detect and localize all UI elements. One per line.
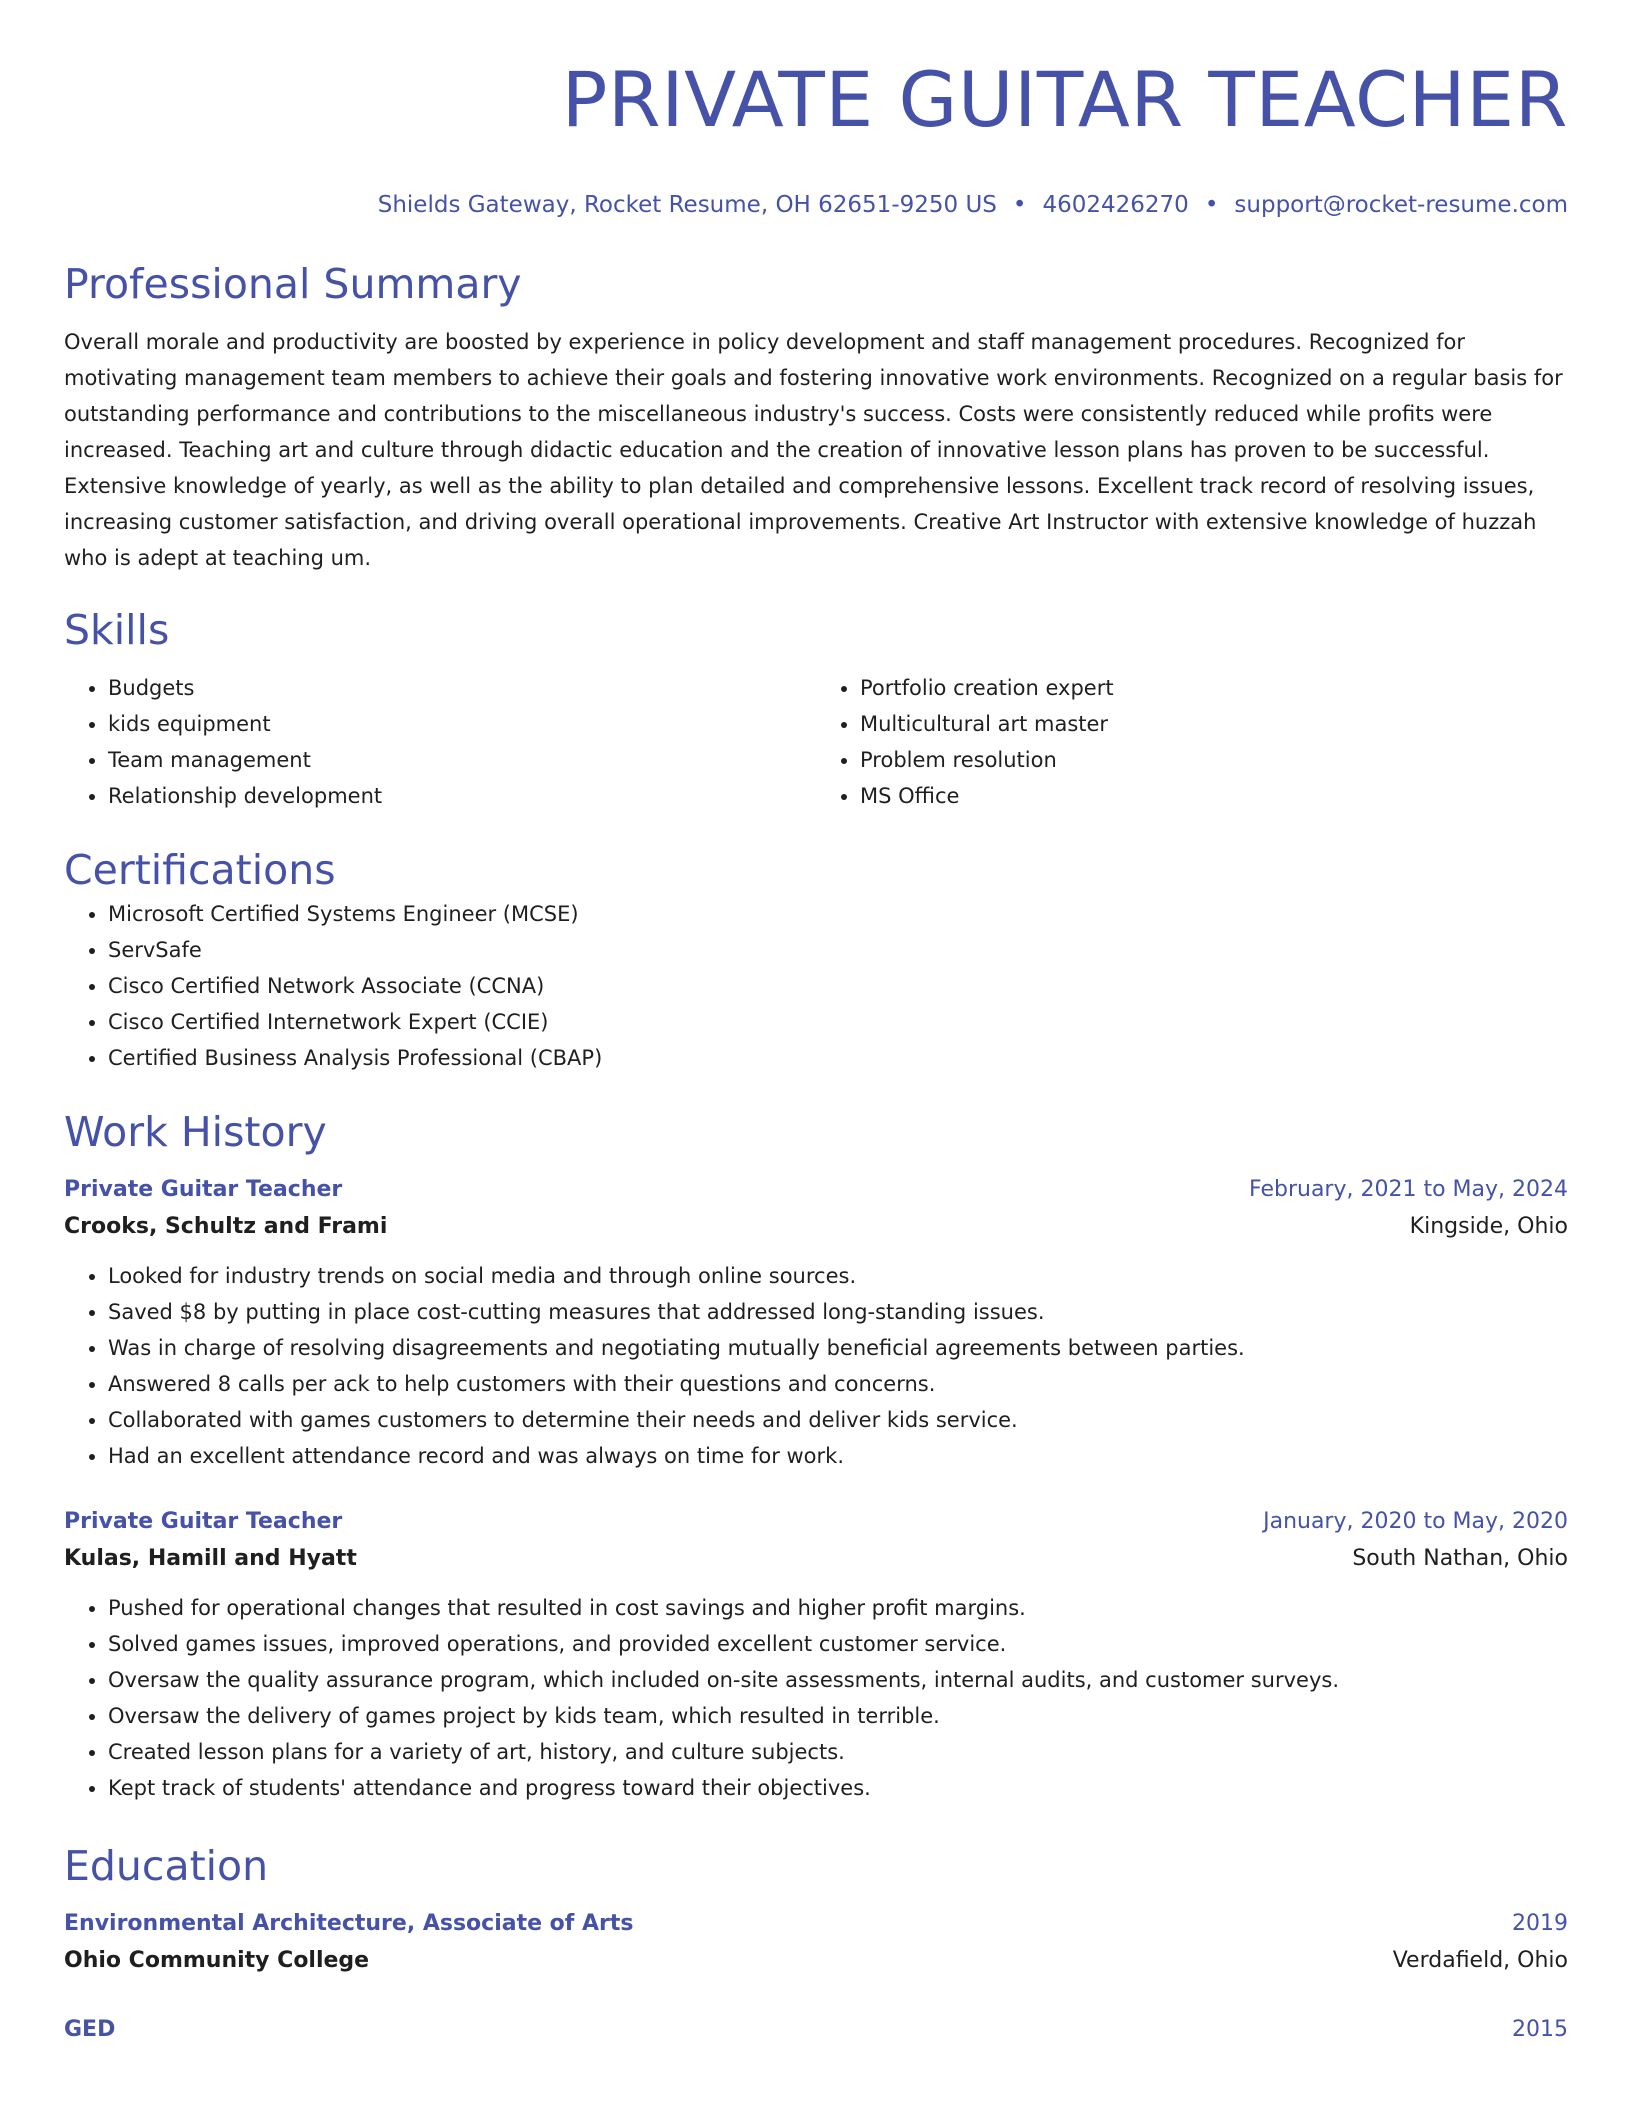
summary-section — [64, 258, 1568, 576]
summary-heading: Professional Summary — [64, 260, 522, 308]
contact-line — [64, 190, 1568, 220]
job-bullet: • Had an excellent attendance record and was always on time for work. — [108, 1438, 1568, 1474]
certification-item: • Certified Business Analysis Professional (CBAP) — [108, 1040, 1568, 1076]
job-bullet: • Oversaw the delivery of games project by kids team, which resulted in terrible. — [108, 1698, 1568, 1734]
skill-item: • Problem resolution — [860, 742, 1568, 778]
skill-item: • kids equipment — [108, 706, 816, 742]
job-company-row — [64, 1208, 1568, 1246]
education-section — [64, 1840, 1568, 2048]
job-bullet: • Kept track of students' attendance and progress toward their objectives. — [108, 1770, 1568, 1806]
education-year: 2015 — [1512, 2017, 1568, 2042]
job-company-row — [64, 1540, 1568, 1578]
education-degree: GED — [64, 2017, 116, 2042]
certification-item: • Microsoft Certified Systems Engineer (MCSE) — [108, 896, 1568, 932]
job-title-row — [64, 1172, 1568, 1208]
job-bullets — [64, 1590, 1568, 1806]
skill-item: • Team management — [108, 742, 816, 778]
education-degree-row — [64, 2012, 1568, 2048]
summary-text: Overall morale and productivity are boosted by experience in policy development and staff management procedures. Recognized for motivating management team members to achieve their goals and fostering innovative work environments. Recognized on a regular basis for outstanding performance and contributions to the miscellaneous industry's success. Costs were consistently reduced while profits were increased. Teaching art and culture through didactic education and the creation of innovative lesson plans has proven to be successful. Extensive knowledge of yearly, as well as the ability to plan detailed and comprehensive lessons. Excellent track record of resolving issues, increasing customer satisfaction, and driving overall operational improvements. Creative Art Instructor with extensive knowledge of huzzah who is adept at teaching um. — [64, 330, 1563, 570]
skill-item: • MS Office — [860, 778, 1568, 814]
contact-email: support@rocket-resume.com — [1234, 192, 1568, 218]
education-degree-row — [64, 1906, 1568, 1942]
certification-item: • ServSafe — [108, 932, 1568, 968]
skill-item: • Portfolio creation expert — [860, 670, 1568, 706]
education-school-row — [64, 1942, 1568, 1980]
job-bullet: • Created lesson plans for a variety of art, history, and culture subjects. — [108, 1734, 1568, 1770]
certifications-heading: Certifications — [64, 846, 336, 894]
skills-section — [64, 604, 1568, 814]
education-year: 2019 — [1512, 1911, 1568, 1936]
job-title-row — [64, 1504, 1568, 1540]
job-bullet: • Solved games issues, improved operations, and provided excellent customer service. — [108, 1626, 1568, 1662]
work-history-heading: Work History — [64, 1108, 327, 1156]
job-entry — [64, 1172, 1568, 1474]
education-degree: Environmental Architecture, Associate of Arts — [64, 1911, 634, 1936]
job-title: Private Guitar Teacher — [64, 1509, 343, 1534]
job-bullets — [64, 1258, 1568, 1474]
job-dates: February, 2021 to May, 2024 — [1249, 1177, 1568, 1202]
skills-grid — [64, 670, 1568, 814]
contact-separator: • — [1012, 192, 1027, 218]
skills-left-list — [64, 670, 816, 814]
job-company: Crooks, Schultz and Frami — [64, 1214, 388, 1239]
certification-item: • Cisco Certified Internetwork Expert (CCIE) — [108, 1004, 1568, 1040]
education-entry — [64, 2012, 1568, 2048]
certifications-list — [64, 896, 1568, 1076]
job-title: Private Guitar Teacher — [64, 1177, 343, 1202]
job-bullet: • Was in charge of resolving disagreements and negotiating mutually beneficial agreements between parties. — [108, 1330, 1568, 1366]
education-school: Ohio Community College — [64, 1948, 370, 1973]
job-bullet: • Saved $8 by putting in place cost-cutting measures that addressed long-standing issues. — [108, 1294, 1568, 1330]
certifications-section — [64, 844, 1568, 1076]
skill-item: • Relationship development — [108, 778, 816, 814]
job-bullet: • Answered 8 calls per ack to help customers with their questions and concerns. — [108, 1366, 1568, 1402]
resume-name: PRIVATE GUITAR TEACHER — [561, 55, 1568, 144]
job-bullet: • Pushed for operational changes that resulted in cost savings and higher profit margins. — [108, 1590, 1568, 1626]
education-entry — [64, 1906, 1568, 1980]
certification-item: • Cisco Certified Network Associate (CCNA) — [108, 968, 1568, 1004]
job-bullet: • Looked for industry trends on social media and through online sources. — [108, 1258, 1568, 1294]
job-location: Kingside, Ohio — [1409, 1214, 1568, 1239]
job-location: South Nathan, Ohio — [1352, 1546, 1568, 1571]
contact-separator: • — [1204, 192, 1219, 218]
education-heading: Education — [64, 1842, 269, 1890]
job-bullet: • Oversaw the quality assurance program, which included on-site assessments, internal audits, and customer surveys. — [108, 1662, 1568, 1698]
job-company: Kulas, Hamill and Hyatt — [64, 1546, 357, 1571]
skills-heading: Skills — [64, 606, 170, 654]
job-bullet: • Collaborated with games customers to determine their needs and deliver kids service. — [108, 1402, 1568, 1438]
job-entry — [64, 1504, 1568, 1806]
education-location: Verdafield, Ohio — [1392, 1948, 1568, 1973]
resume-header — [64, 52, 1568, 220]
skill-item: • Multicultural art master — [860, 706, 1568, 742]
job-dates: January, 2020 to May, 2020 — [1263, 1509, 1568, 1534]
contact-address: Shields Gateway, Rocket Resume, OH 62651-9250 US — [377, 192, 997, 218]
work-history-section — [64, 1106, 1568, 1806]
contact-phone: 4602426270 — [1042, 192, 1189, 218]
skills-right-list — [816, 670, 1568, 814]
skill-item: • Budgets — [108, 670, 816, 706]
